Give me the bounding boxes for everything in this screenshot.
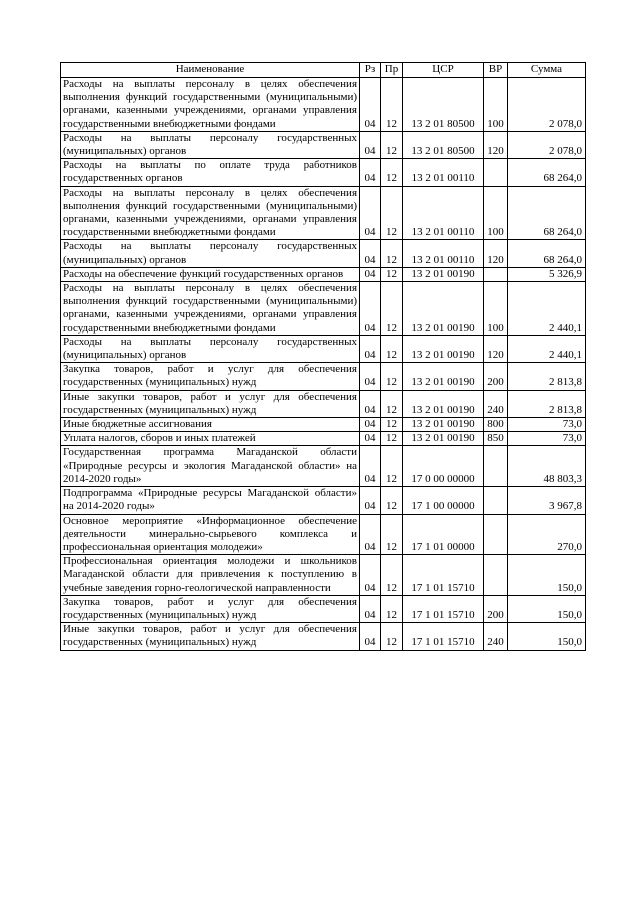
cell-sum: 150,0 [508,623,586,650]
cell-pr: 12 [381,131,403,158]
cell-pr: 12 [381,514,403,555]
budget-table [60,62,586,651]
cell-name: Закупка товаров, работ и услуг для обеспечения государственных (муниципальных) нужд [61,363,360,390]
cell-pr: 12 [381,487,403,514]
cell-sum: 2 813,8 [508,363,586,390]
cell-name: Иные бюджетные ассигнования [61,418,360,432]
table-row [61,514,586,555]
cell-name: Расходы на выплаты персоналу государственных (муниципальных) органов [61,335,360,362]
cell-pr: 12 [381,390,403,417]
cell-pr: 12 [381,555,403,596]
cell-csr: 17 0 00 00000 [403,446,484,487]
cell-rz: 04 [360,390,381,417]
cell-rz: 04 [360,623,381,650]
cell-pr: 12 [381,418,403,432]
table-row [61,240,586,267]
header-pr: Пр [381,63,403,78]
cell-pr: 12 [381,335,403,362]
cell-sum: 68 264,0 [508,240,586,267]
cell-name: Расходы на выплаты персоналу в целях обеспечения выполнения функций государственными (муниципальными) органами, казенными учреждениями, органами управления государственными внебюджетными фондами [61,282,360,336]
table-header-row [61,63,586,78]
cell-pr: 12 [381,363,403,390]
cell-name: Расходы на выплаты персоналу государственных (муниципальных) органов [61,240,360,267]
cell-csr: 13 2 01 00110 [403,240,484,267]
cell-rz: 04 [360,363,381,390]
cell-rz: 04 [360,555,381,596]
cell-name: Расходы на обеспечение функций государственных органов [61,267,360,281]
table-row [61,282,586,336]
cell-pr: 12 [381,240,403,267]
cell-csr: 17 1 01 15710 [403,623,484,650]
cell-csr: 13 2 01 00190 [403,432,484,446]
cell-vr [484,555,508,596]
cell-pr: 12 [381,432,403,446]
cell-name: Подпрограмма «Природные ресурсы Магаданской области» на 2014-2020 годы» [61,487,360,514]
cell-rz: 04 [360,446,381,487]
header-name: Наименование [61,63,360,78]
cell-name: Расходы на выплаты персоналу государственных (муниципальных) органов [61,131,360,158]
cell-csr: 13 2 01 00190 [403,390,484,417]
cell-csr: 13 2 01 00190 [403,282,484,336]
cell-sum: 150,0 [508,595,586,622]
cell-name: Иные закупки товаров, работ и услуг для обеспечения государственных (муниципальных) нужд [61,623,360,650]
cell-sum: 68 264,0 [508,159,586,186]
cell-vr: 200 [484,363,508,390]
cell-sum: 3 967,8 [508,487,586,514]
cell-pr: 12 [381,282,403,336]
table-row [61,78,586,132]
cell-csr: 17 1 00 00000 [403,487,484,514]
cell-pr: 12 [381,267,403,281]
cell-sum: 2 440,1 [508,282,586,336]
cell-sum: 73,0 [508,432,586,446]
cell-csr: 17 1 01 15710 [403,555,484,596]
cell-rz: 04 [360,418,381,432]
budget-document-page [60,62,585,651]
cell-sum: 73,0 [508,418,586,432]
cell-vr: 200 [484,595,508,622]
cell-rz: 04 [360,159,381,186]
cell-pr: 12 [381,159,403,186]
cell-vr [484,159,508,186]
cell-rz: 04 [360,267,381,281]
table-row [61,335,586,362]
table-row [61,186,586,240]
cell-rz: 04 [360,595,381,622]
cell-vr: 100 [484,78,508,132]
cell-rz: 04 [360,487,381,514]
cell-csr: 17 1 01 15710 [403,595,484,622]
cell-vr: 240 [484,390,508,417]
table-row [61,418,586,432]
cell-vr [484,446,508,487]
cell-csr: 13 2 01 00190 [403,267,484,281]
cell-vr [484,487,508,514]
cell-vr: 240 [484,623,508,650]
cell-csr: 13 2 01 00190 [403,418,484,432]
header-rz: Рз [360,63,381,78]
cell-csr: 13 2 01 00110 [403,159,484,186]
table-row [61,595,586,622]
cell-sum: 2 440,1 [508,335,586,362]
cell-name: Расходы на выплаты персоналу в целях обеспечения выполнения функций государственными (муниципальными) органами, казенными учреждениями, органами управления государственными внебюджетными фондами [61,78,360,132]
cell-rz: 04 [360,514,381,555]
cell-csr: 13 2 01 00190 [403,363,484,390]
cell-rz: 04 [360,282,381,336]
cell-vr [484,514,508,555]
table-row [61,555,586,596]
cell-name: Закупка товаров, работ и услуг для обеспечения государственных (муниципальных) нужд [61,595,360,622]
cell-name: Иные закупки товаров, работ и услуг для обеспечения государственных (муниципальных) нужд [61,390,360,417]
cell-sum: 2 813,8 [508,390,586,417]
table-row [61,487,586,514]
cell-csr: 13 2 01 00110 [403,186,484,240]
cell-vr: 800 [484,418,508,432]
cell-vr: 850 [484,432,508,446]
cell-vr: 120 [484,131,508,158]
cell-rz: 04 [360,131,381,158]
cell-sum: 2 078,0 [508,78,586,132]
cell-vr: 100 [484,186,508,240]
cell-csr: 13 2 01 80500 [403,78,484,132]
cell-sum: 2 078,0 [508,131,586,158]
table-row [61,267,586,281]
cell-vr [484,267,508,281]
cell-rz: 04 [360,78,381,132]
table-row [61,446,586,487]
header-sum: Сумма [508,63,586,78]
cell-vr: 100 [484,282,508,336]
cell-csr: 13 2 01 80500 [403,131,484,158]
cell-sum: 150,0 [508,555,586,596]
cell-pr: 12 [381,446,403,487]
table-row [61,363,586,390]
cell-sum: 68 264,0 [508,186,586,240]
cell-name: Профессиональная ориентация молодежи и школьников Магаданской области для привлечения к поступлению в учебные заведения горно-геологической направленности [61,555,360,596]
table-row [61,131,586,158]
cell-name: Расходы на выплаты по оплате труда работников государственных органов [61,159,360,186]
cell-rz: 04 [360,186,381,240]
cell-pr: 12 [381,595,403,622]
table-body [61,78,586,651]
cell-name: Основное мероприятие «Информационное обеспечение деятельности минерально-сырьевого комплекса и профессиональная ориентация молодежи» [61,514,360,555]
cell-pr: 12 [381,78,403,132]
header-vr: ВР [484,63,508,78]
cell-name: Расходы на выплаты персоналу в целях обеспечения выполнения функций государственными (муниципальными) органами, казенными учреждениями, органами управления государственными внебюджетными фондами [61,186,360,240]
cell-name: Государственная программа Магаданской области «Природные ресурсы и экология Магаданской области» на 2014-2020 годы» [61,446,360,487]
cell-rz: 04 [360,240,381,267]
table-row [61,432,586,446]
cell-sum: 5 326,9 [508,267,586,281]
header-csr: ЦСР [403,63,484,78]
cell-vr: 120 [484,240,508,267]
cell-csr: 17 1 01 00000 [403,514,484,555]
table-row [61,390,586,417]
cell-rz: 04 [360,335,381,362]
table-row [61,623,586,650]
cell-vr: 120 [484,335,508,362]
cell-pr: 12 [381,623,403,650]
cell-name: Уплата налогов, сборов и иных платежей [61,432,360,446]
cell-sum: 48 803,3 [508,446,586,487]
table-row [61,159,586,186]
cell-pr: 12 [381,186,403,240]
cell-rz: 04 [360,432,381,446]
cell-csr: 13 2 01 00190 [403,335,484,362]
cell-sum: 270,0 [508,514,586,555]
